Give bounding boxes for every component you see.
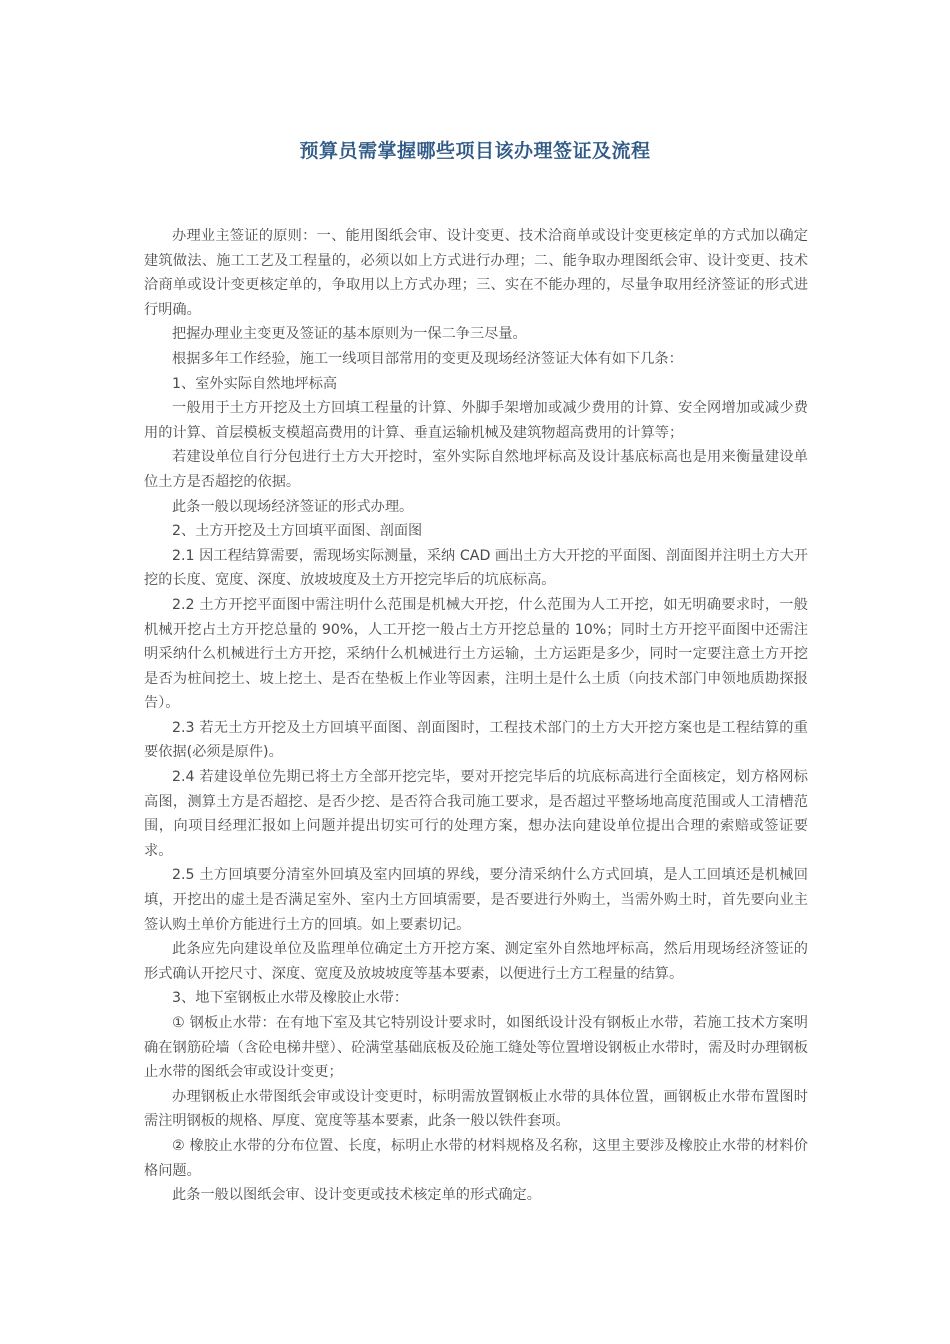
paragraph: 2.4 若建设单位先期已将土方全部开挖完毕，要对开挖完毕后的坑底标高进行全面核定，划方格网标高图，测算土方是否超挖、是否少挖、是否符合我司施工要求，是否超过平整场地高度范围或人工清槽范围，向项目经理汇报如上问题并提出切实可行的处理方案，想办法向建设单位提出合理的索赔或签证要求。 <box>144 769 808 859</box>
paragraph: 办理业主签证的原则：一、能用图纸会审、设计变更、技术洽商单或设计变更核定单的方式加以确定建筑做法、施工工艺及工程量的，必须以如上方式进行办理；二、能争取办理图纸会审、设计变更、技术洽商单或设计变更核定单的，争取用以上方式办理；三、实在不能办理的，尽量争取用经济签证的形式进行明确。 <box>144 228 808 318</box>
paragraph: 若建设单位自行分包进行土方大开挖时，室外实际自然地坪标高及设计基底标高也是用来衡量建设单位土方是否超挖的依据。 <box>144 449 808 490</box>
paragraph: ① 钢板止水带：在有地下室及其它特别设计要求时，如图纸设计没有钢板止水带，若施工技术方案明确在钢筋砼墙（含砼电梯井壁）、砼满堂基础底板及砼施工缝处等位置增设钢板止水带时，需及时办理钢板止水带的图纸会审或设计变更； <box>144 1015 808 1081</box>
paragraph: 根据多年工作经验，施工一线项目部常用的变更及现场经济签证大体有如下几条： <box>172 350 683 367</box>
paragraph: 此条一般以图纸会审、设计变更或技术核定单的形式确定。 <box>172 1187 541 1204</box>
paragraph: ② 橡胶止水带的分布位置、长度，标明止水带的材料规格及名称，这里主要涉及橡胶止水带的材料价格问题。 <box>144 1137 808 1179</box>
paragraph: 一般用于土方开挖及土方回填工程量的计算、外脚手架增加或减少费用的计算、安全网增加或减少费用的计算、首层模板支模超高费用的计算、垂直运输机械及建筑物超高费用的计算等； <box>144 400 808 441</box>
paragraph: 此条应先向建设单位及监理单位确定土方开挖方案、测定室外自然地坪标高，然后用现场经济签证的形式确认开挖尺寸、深度、宽度及放坡坡度等基本要素，以便进行土方工程量的结算。 <box>144 941 808 982</box>
paragraph: 此条一般以现场经济签证的形式办理。 <box>172 498 414 515</box>
section-heading: 3、地下室钢板止水带及橡胶止水带： <box>172 990 409 1007</box>
paragraph: 2.3 若无土方开挖及土方回填平面图、剖面图时，工程技术部门的土方大开挖方案也是工程结算的重要依据(必须是原件)。 <box>144 719 808 761</box>
section-heading: 2、土方开挖及土方回填平面图、剖面图 <box>172 523 423 540</box>
paragraph: 把握办理业主变更及签证的基本原则为一保二争三尽量。 <box>172 326 527 343</box>
paragraph: 2.2 土方开挖平面图中需注明什么范围是机械大开挖，什么范围为人工开挖，如无明确要求时，一般机械开挖占土方开挖总量的 90%，人工开挖一般占土方开挖总量的 10%；同时土方开挖平面图中还需注明采纳什么机械进行土方开挖，采纳什么机械进行土方运输，土方运距是多少，同时一定要注意土方开挖是否为桩间挖土、坡上挖土、是否在垫板上作业等因素，注明土是什么土质（向技术部门申领地质勘探报告）。 <box>144 596 808 712</box>
paragraph: 2.1 因工程结算需要，需现场实际测量，采纳 CAD 画出土方大开挖的平面图、剖面图并注明土方大开挖的长度、宽度、深度、放坡坡度及土方开挖完毕后的坑底标高。 <box>144 547 808 589</box>
document-body <box>144 224 808 1208</box>
document-title: 预算员需掌握哪些项目该办理签证及流程 <box>299 140 651 162</box>
section-heading: 1、室外实际自然地坪标高 <box>172 375 338 392</box>
paragraph: 2.5 土方回填要分清室外回填及室内回填的界线，要分清采纳什么方式回填，是人工回填还是机械回填，开挖出的虚土是否满足室外、室内土方回填需要，是否要进行外购土，当需外购土时，首先要向业主签认购土单价方能进行土方的回填。如上要素切记。 <box>144 867 808 933</box>
paragraph: 办理钢板止水带图纸会审或设计变更时，标明需放置钢板止水带的具体位置，画钢板止水带布置图时需注明钢板的规格、厚度、宽度等基本要素，此条一般以铁件套项。 <box>144 1088 808 1130</box>
